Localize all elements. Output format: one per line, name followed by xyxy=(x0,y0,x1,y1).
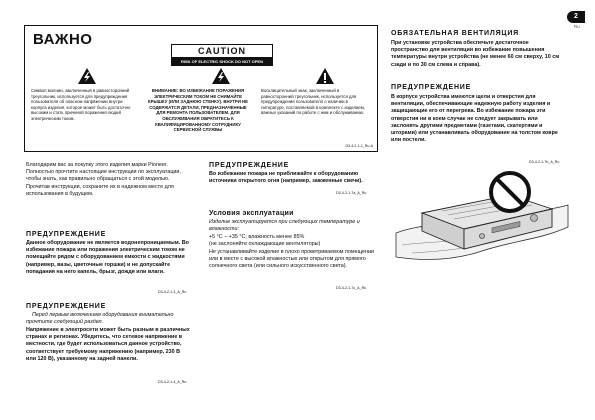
water-warning-text: Данное оборудование не является водонепроницаемым. Во избежание пожара или поражения электрическим током не помещайте рядом с оборудованием емкости с жидкостями (например, вазы, цветочные горшки) и не допускайте попадания на него капель, брызг, дождя или влаги. xyxy=(26,240,189,275)
fire-warning-text: Во избежание пожара не приближайте к оборудованию источники открытого огня (например, зажженные свечи). xyxy=(209,171,363,185)
blocked-ventilation-illustration xyxy=(392,165,572,270)
warning-box-title: ВАЖНО xyxy=(33,31,93,48)
lightning-warning-icon xyxy=(77,67,97,85)
voltage-warning-text: Напряжение в электросети может быть разным в различных странах и регионах. Убедитесь, что сетевое напряжение в местности, где будет использоваться данное устройство, соответствует требуемому напряжению (например, 230 В или 120 В), указанному на задней панели. xyxy=(26,327,190,362)
doc-code: D3-4-2-1-7b_A_Ru xyxy=(529,160,560,164)
intro-paragraph: Благодарим вас за покупку этого изделия марки Pioneer. Полностью прочтите настоящие инструкции по эксплуатации, чтобы знать, как правильно обращаться с этой моделью. Прочитав инструкции, сохраните их в надежном месте для использования в будущем. xyxy=(26,162,181,197)
doc-code: D3-4-2-1-7a_A_Ru xyxy=(336,191,367,195)
warning-heading-4: ПРЕДУПРЕЖДЕНИЕ xyxy=(391,84,472,91)
lightning-warning-icon-center xyxy=(211,67,231,85)
language-label: Ru xyxy=(574,24,580,29)
caution-subtext: RISK OF ELECTRIC SHOCK DO NOT OPEN xyxy=(172,58,272,65)
operating-conditions-heading: Условия эксплуатации xyxy=(209,210,294,217)
conditions-intro: Изделие эксплуатируется при следующих температуре и влажности: xyxy=(209,219,360,233)
vent-openings-warning-text: В корпусе устройства имеются щели и отверстия для вентиляции, обеспечивающие надежную работу изделия и защищающие его от перегрева. Во избежание пожара эти отверстия ни в коем случае не следует закрывать или заслонять другими предметами (газетами, скатертями и шторами) или устанавливать оборудование на толстом ковре или постели. xyxy=(391,94,558,144)
exclamation-warning-icon xyxy=(315,67,335,85)
caution-explanation: ВНИМАНИЕ: ВО ИЗБЕЖАНИЕ ПОРАЖЕНИЯ ЭЛЕКТРИЧЕСКИМ ТОКОМ НЕ СНИМАЙТЕ КРЫШКУ (ИЛИ ЗАДНЮЮ СТЕНКУ). ВНУТРИ НЕ СОДЕРЖАТСЯ ДЕТАЛИ, ПРЕДНАЗНАЧЕННЫЕ ДЛЯ РЕМОНТА ПОЛЬЗОВАТЕЛЕМ. ДЛЯ ОБСЛУЖИВАНИЯ ОБРАТИТЕСЬ К КВАЛИФИЦИРОВАННОМУ СОТРУДНИКУ СЕРВИСНОЙ СЛУЖБЫ xyxy=(147,88,249,133)
important-warning-box xyxy=(24,25,378,152)
warning-heading-3: ПРЕДУПРЕЖДЕНИЕ xyxy=(209,162,290,169)
lightning-symbol-explanation: Символ молнии, заключенный в равносторонний треугольник, используется для предупреждения пользователя об опасном напряжении внутри корпуса изделия, которое может быть достаточно высоким и стать причиной поражения людей электрическим током. xyxy=(31,88,131,121)
doc-code: D3-4-2-1-4_A_Ru xyxy=(158,380,187,384)
doc-code: D3-4-2-1-7c_A_Ru xyxy=(336,286,367,290)
voltage-intro-text: Перед первым включением оборудования внимательно прочтите следующий раздел. xyxy=(26,312,174,326)
ventilation-heading: ОБЯЗАТЕЛЬНАЯ ВЕНТИЛЯЦИЯ xyxy=(391,30,520,37)
page-number: 2 xyxy=(567,11,585,23)
exclamation-symbol-explanation: Восклицательный знак, заключенный в равносторонний треугольник, используется для предупреждения пользователя о наличии в литературе, поставляемой в комплекте с изделием, важных указаний по работе с ним и обслуживанию. xyxy=(261,88,365,116)
doc-code: D3-4-2-1-3_A_Ru xyxy=(158,290,187,294)
doc-code: D3-4-2-1-1_Ru-A xyxy=(345,144,373,148)
caution-label xyxy=(171,44,273,66)
ventilation-text: При установке устройства обеспечьте достаточное пространство для вентиляции во избежание повышения температуры внутри устройства (не менее 60 см сверху, 10 см сзади и по 30 см слева и справа). xyxy=(391,40,560,68)
temperature-range: +5 °C – +35 °C; влажность менее 85% xyxy=(209,234,305,240)
caution-heading: CAUTION xyxy=(172,45,272,58)
placement-warning-text: Не устанавливайте изделие в плохо проветриваемом помещении или в месте с высокой влажностью или открытом для прямого солнечного света (или сильного искусственного света). xyxy=(209,249,374,270)
warning-heading-1: ПРЕДУПРЕЖДЕНИЕ xyxy=(26,231,107,238)
warning-heading-2: ПРЕДУПРЕЖДЕНИЕ xyxy=(26,303,107,310)
fan-note: (не заслоняйте охлаждающие вентиляторы) xyxy=(209,241,321,247)
